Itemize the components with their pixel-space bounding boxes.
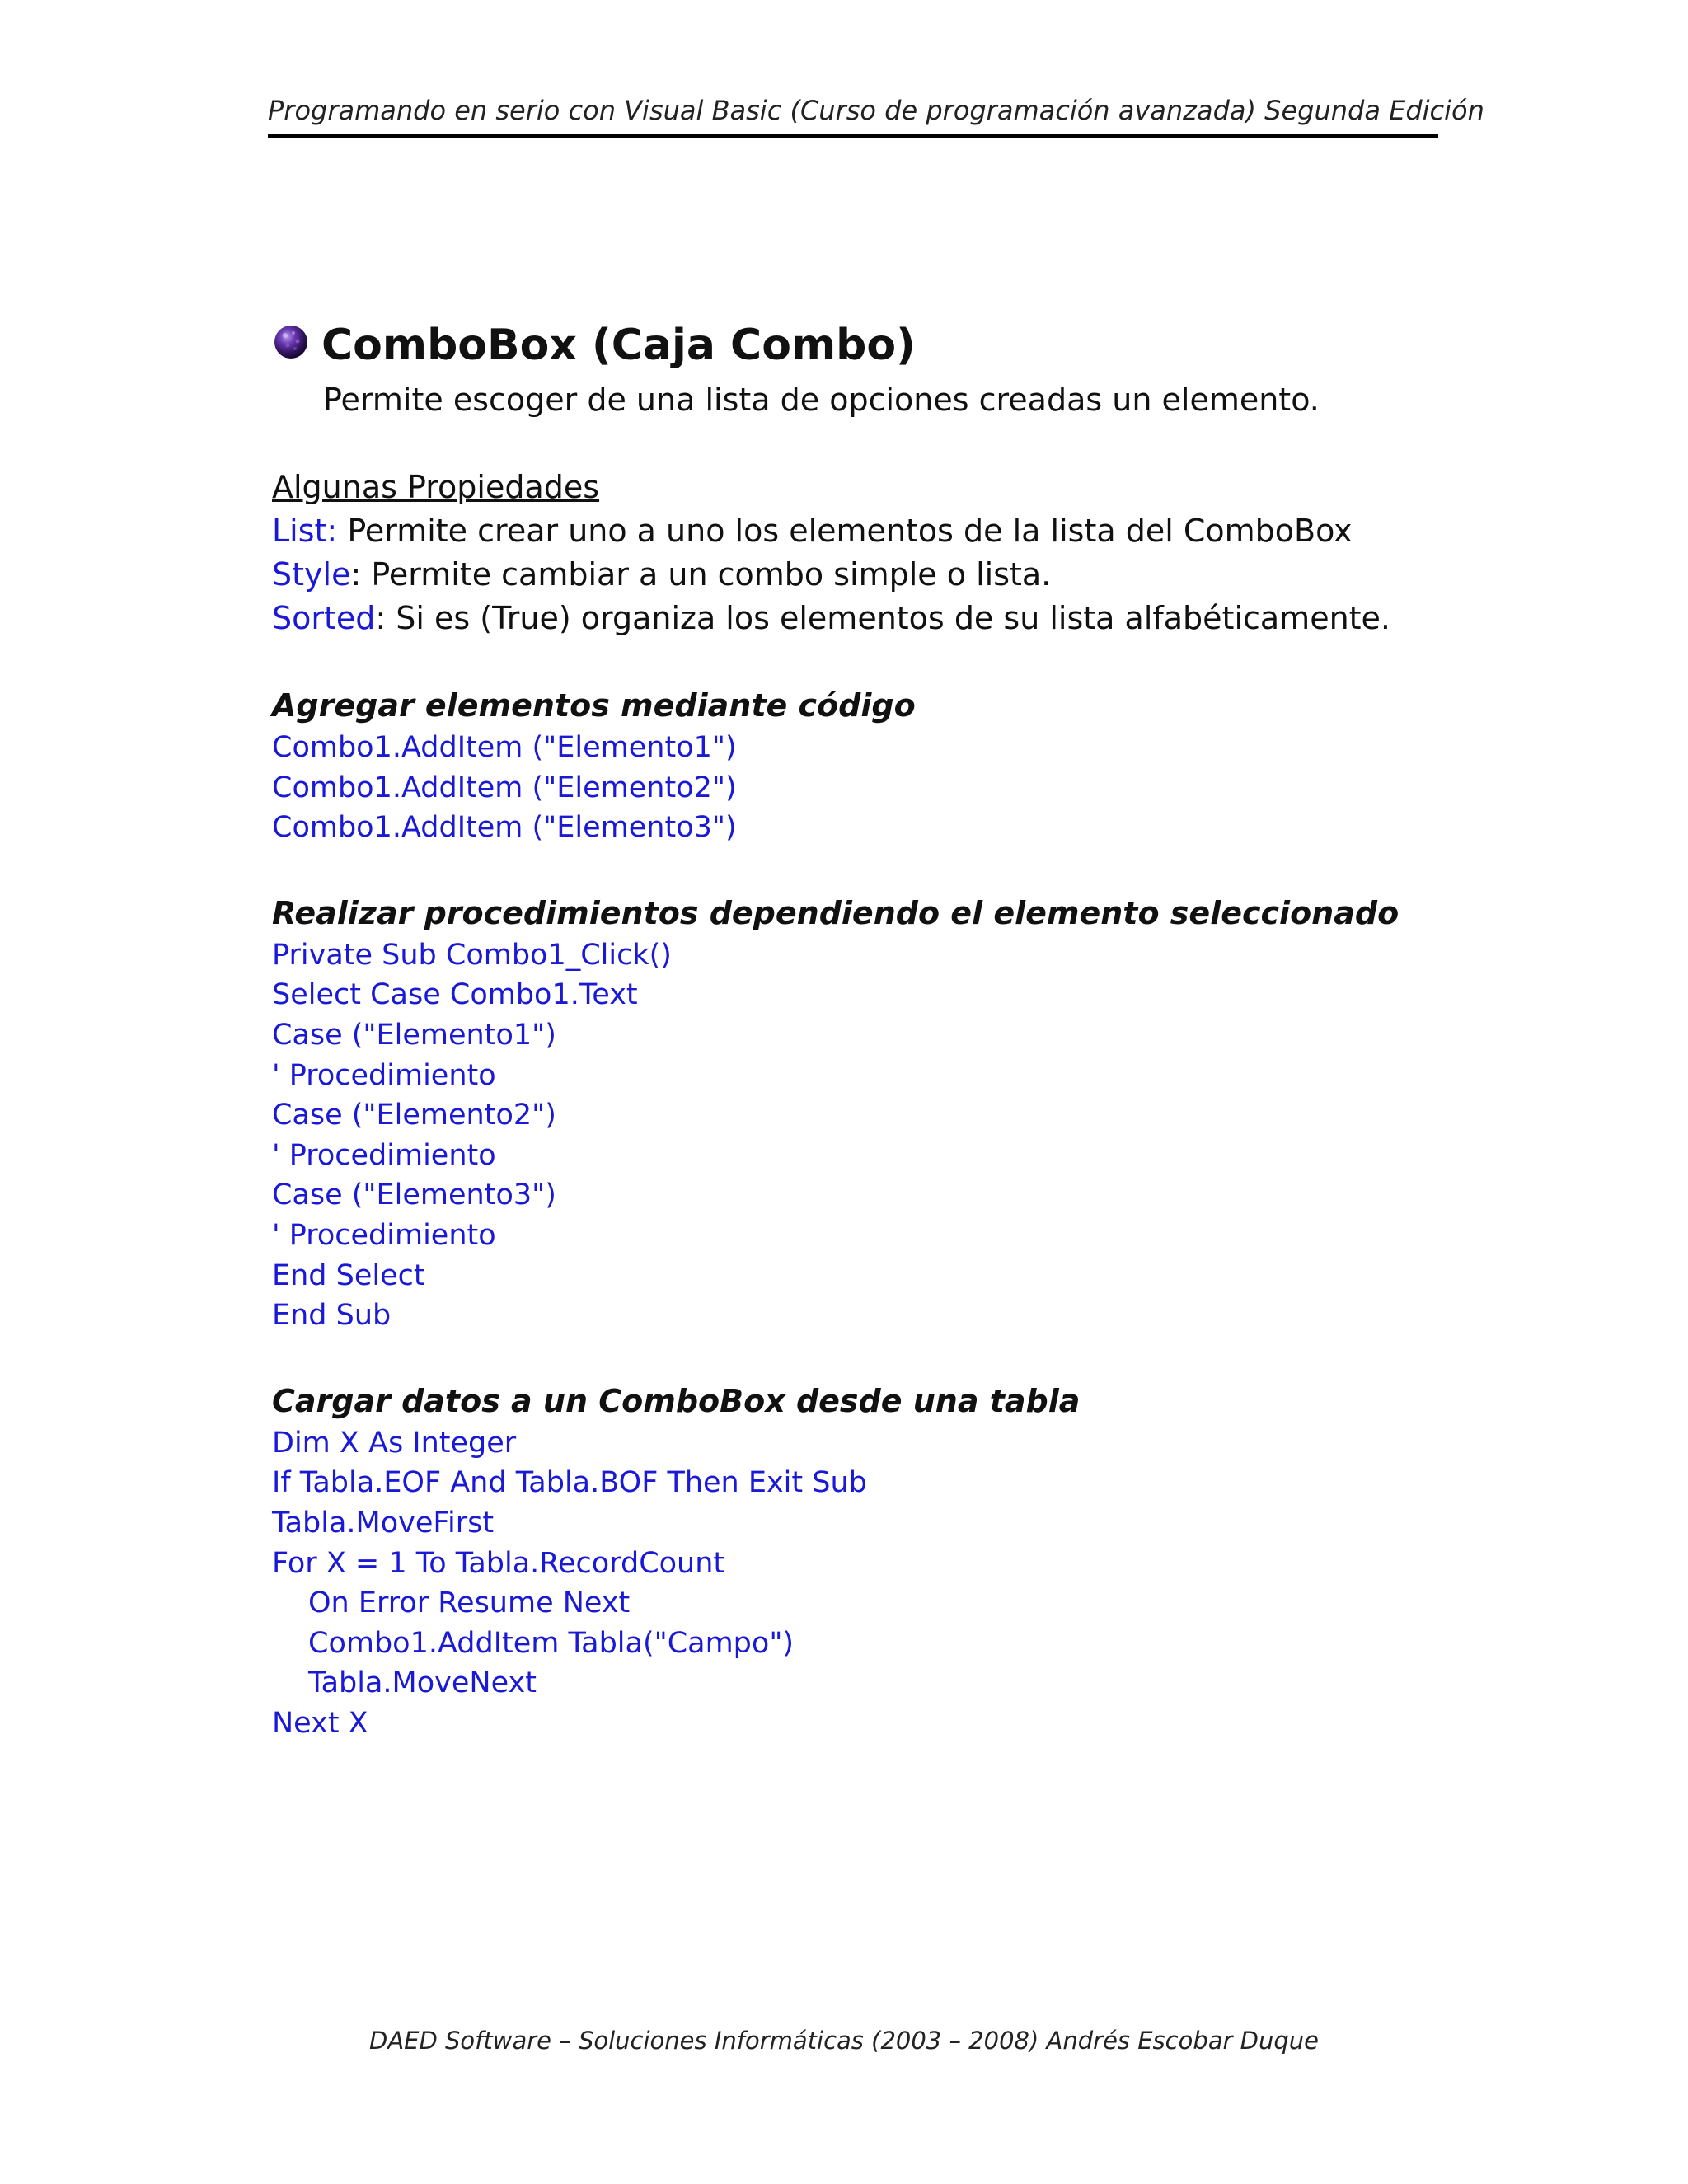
properties-heading: Algunas Propiedades xyxy=(272,469,600,505)
code-line: Next X xyxy=(272,1706,368,1740)
property-name: Style xyxy=(272,556,351,593)
code-line: Select Case Combo1.Text xyxy=(272,978,638,1012)
code-line: Private Sub Combo1_Click() xyxy=(272,938,672,972)
code-line: Case ("Elemento3") xyxy=(272,1179,556,1212)
property-style xyxy=(272,553,1442,597)
page-header xyxy=(268,92,1484,138)
purple-ball-icon xyxy=(272,323,310,361)
procedures-heading: Realizar procedimientos dependiendo el elemento seleccionado xyxy=(272,894,1400,931)
header-text: Programando en serio con Visual Basic (Curso de programación avanzada) Segunda Edición xyxy=(268,95,1484,126)
page-footer: DAED Software – Soluciones Informáticas (2003 – 2008) Andrés Escobar Duque xyxy=(368,2027,1320,2055)
code-line: ' Procedimiento xyxy=(272,1058,496,1092)
property-list xyxy=(272,509,1442,553)
code-line: Tabla.MoveNext xyxy=(308,1666,537,1700)
section-title-row xyxy=(272,320,1442,377)
property-description: : Si es (True) organiza los elementos de su lista alfabéticamente. xyxy=(375,600,1391,636)
property-sorted xyxy=(272,597,1442,640)
add-items-heading: Agregar elementos mediante código xyxy=(272,687,916,724)
code-line: Combo1.AddItem ("Elemento3") xyxy=(272,811,737,845)
code-line: Combo1.AddItem Tabla("Campo") xyxy=(308,1626,795,1660)
code-line: Combo1.AddItem ("Elemento2") xyxy=(272,771,737,804)
section-intro: Permite escoger de una lista de opciones creadas un elemento. xyxy=(323,382,1320,418)
code-line: Case ("Elemento1") xyxy=(272,1018,556,1052)
code-line: For X = 1 To Tabla.RecordCount xyxy=(272,1546,725,1580)
property-name: List: xyxy=(272,513,338,549)
code-line: Combo1.AddItem ("Elemento1") xyxy=(272,731,737,764)
page-content xyxy=(272,320,1442,1743)
code-line: End Sub xyxy=(272,1299,392,1333)
load-table-heading: Cargar datos a un ComboBox desde una tabla xyxy=(272,1382,1081,1419)
code-line: Case ("Elemento2") xyxy=(272,1099,556,1132)
code-line: Tabla.MoveFirst xyxy=(272,1506,495,1540)
section-title: ComboBox (Caja Combo) xyxy=(321,321,916,370)
code-line: If Tabla.EOF And Tabla.BOF Then Exit Sub xyxy=(272,1466,867,1500)
code-line: End Select xyxy=(272,1258,425,1292)
code-line: ' Procedimiento xyxy=(272,1218,496,1252)
property-name: Sorted xyxy=(272,600,376,636)
code-line: ' Procedimiento xyxy=(272,1138,496,1172)
property-description: Permite crear uno a uno los elementos de la lista del ComboBox xyxy=(337,513,1353,549)
code-line: On Error Resume Next xyxy=(308,1586,631,1620)
code-line: Dim X As Integer xyxy=(272,1426,517,1460)
property-description: : Permite cambiar a un combo simple o lista. xyxy=(350,556,1052,593)
